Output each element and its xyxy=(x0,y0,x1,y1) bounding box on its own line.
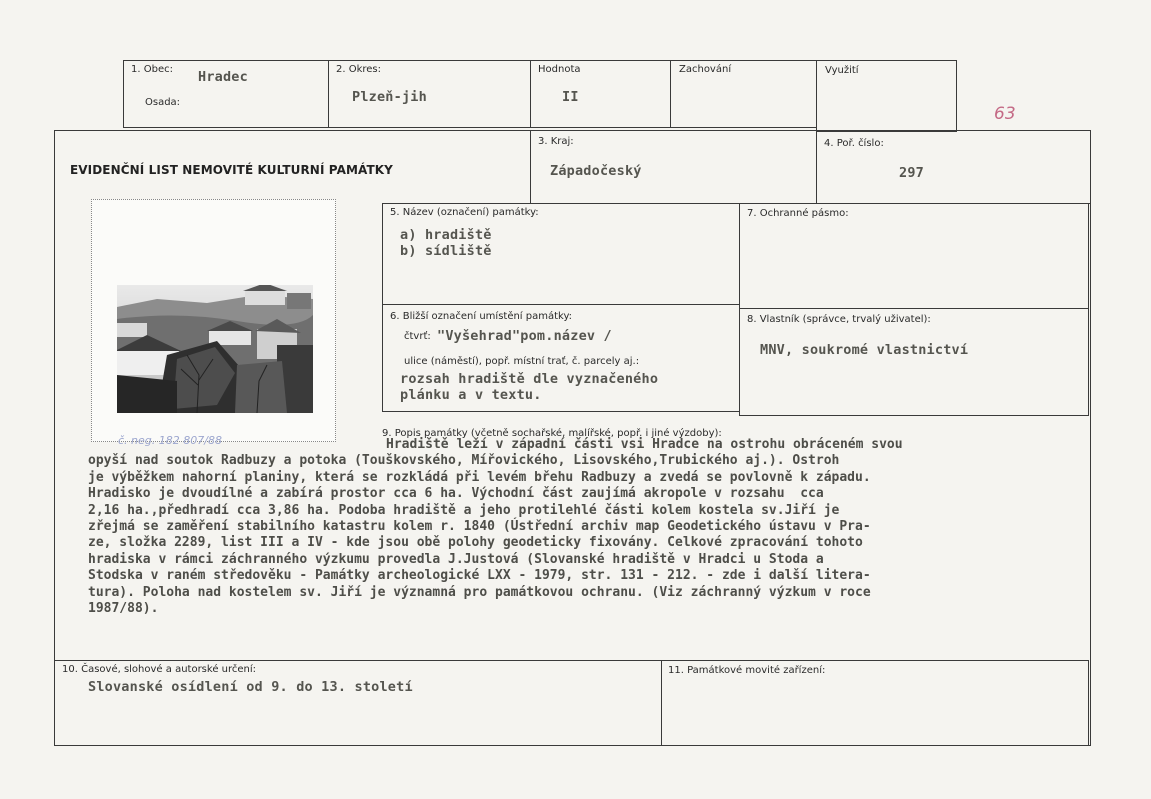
popis-text xyxy=(88,437,1088,617)
obec-value: Hradec xyxy=(198,69,248,85)
popis-line: je výběžkem nahorní planiny, která se rozkládá při levém břehu Radbuzy a zvedá se povlovně k západu. xyxy=(88,469,871,485)
hodnota-value: II xyxy=(562,89,579,105)
village-photo xyxy=(117,285,313,413)
popis-line: Stodska v raném středověku - Památky archeologické LXX - 1979, str. 131 - 212. - zde i další litera- xyxy=(88,568,871,584)
vyuziti-label: Využití xyxy=(825,65,859,76)
kraj-value: Západočeský xyxy=(550,163,642,179)
ulice-label: ulice (náměstí), popř. místní trať, č. parcely aj.: xyxy=(404,356,640,367)
popis-line: tura). Poloha nad kostelem sv. Jiří je významná pro památkovou ochranu. (Viz záchranný výzkum v roce xyxy=(88,584,871,600)
popis-line: opyší nad soutok Radbuzy a potoka (Touškovského, Mířovického, Lisovského,Trubického aj.). Ostroh xyxy=(88,453,840,469)
umisteni-line-1: rozsah hradiště dle vyznačeného xyxy=(400,371,659,387)
por-cislo-label: 4. Poř. číslo: xyxy=(824,138,884,149)
popis-line: hradiska v rámci záchranného výzkumu provedla J.Justová (Slovanské hradiště v Hradci u Stoda a xyxy=(88,551,824,567)
popis-line: 2,16 ha.,předhradí cca 3,86 ha. Podoba hradiště a jeho protilehlé části kolem kostela sv.Jiří je xyxy=(88,502,840,518)
umisteni-label: 6. Bližší označení umístění památky: xyxy=(390,311,573,322)
vlastnik-value: MNV, soukromé vlastnictví xyxy=(760,342,969,358)
popis-line: Hradisko je dvoudílné a zabírá prostor cca 6 ha. Východní část zaujímá akropole v rozsahu cca xyxy=(88,486,824,502)
ctvrt-label: čtvrť: xyxy=(404,331,431,342)
okres-label: 2. Okres: xyxy=(336,64,382,75)
ochranne-pasmo-label: 7. Ochranné pásmo: xyxy=(747,208,849,219)
obec-label: 1. Obec: xyxy=(131,64,173,75)
ctvrt-value: "Vyšehrad"pom.název / xyxy=(437,328,612,344)
popis-line: Hradiště leží v západní části vsi Hradce na ostrohu obráceném svou xyxy=(386,437,903,452)
osada-label: Osada: xyxy=(145,97,181,108)
casove-label: 10. Časové, slohové a autorské určení: xyxy=(62,664,257,675)
popis-line: zřejmá se zaměření stabilního katastru kolem r. 1840 (Ústřední archiv map Geodetického ústavu v Pra- xyxy=(88,519,871,535)
village-photo-image xyxy=(117,285,313,413)
zachovani-label: Zachování xyxy=(679,64,732,75)
card-title: EVIDENČNÍ LIST NEMOVITÉ KULTURNÍ PAMÁTKY xyxy=(70,163,393,177)
umisteni-line-2: plánku a v textu. xyxy=(400,387,542,403)
photo-negative-note: č. neg. 182 807/88 xyxy=(118,434,222,447)
vlastnik-label: 8. Vlastník (správce, trvalý uživatel): xyxy=(747,314,931,325)
popis-line: ze, složka 2289, list III a IV - kde jsou obě polohy geodeticky fixovány. Celkové zpracování tohoto xyxy=(88,535,863,551)
por-cislo-value: 297 xyxy=(899,165,924,181)
popis-line: 1987/88). xyxy=(88,601,159,617)
handwritten-number: 63 xyxy=(994,104,1016,124)
nazev-line-b: b) sídliště xyxy=(400,243,492,259)
nazev-line-a: a) hradiště xyxy=(400,227,492,243)
popis-label: 9. Popis památky (včetně sochařské, malířské, popř. i jiné výzdoby): xyxy=(382,428,722,439)
okres-value: Plzeň-jih xyxy=(352,89,427,105)
casove-value: Slovanské osídlení od 9. do 13. století xyxy=(88,679,413,695)
kraj-label: 3. Kraj: xyxy=(538,136,574,147)
nazev-label: 5. Název (označení) památky: xyxy=(390,207,539,218)
movite-label: 11. Památkové movité zařízení: xyxy=(668,665,826,676)
hodnota-label: Hodnota xyxy=(538,64,581,75)
